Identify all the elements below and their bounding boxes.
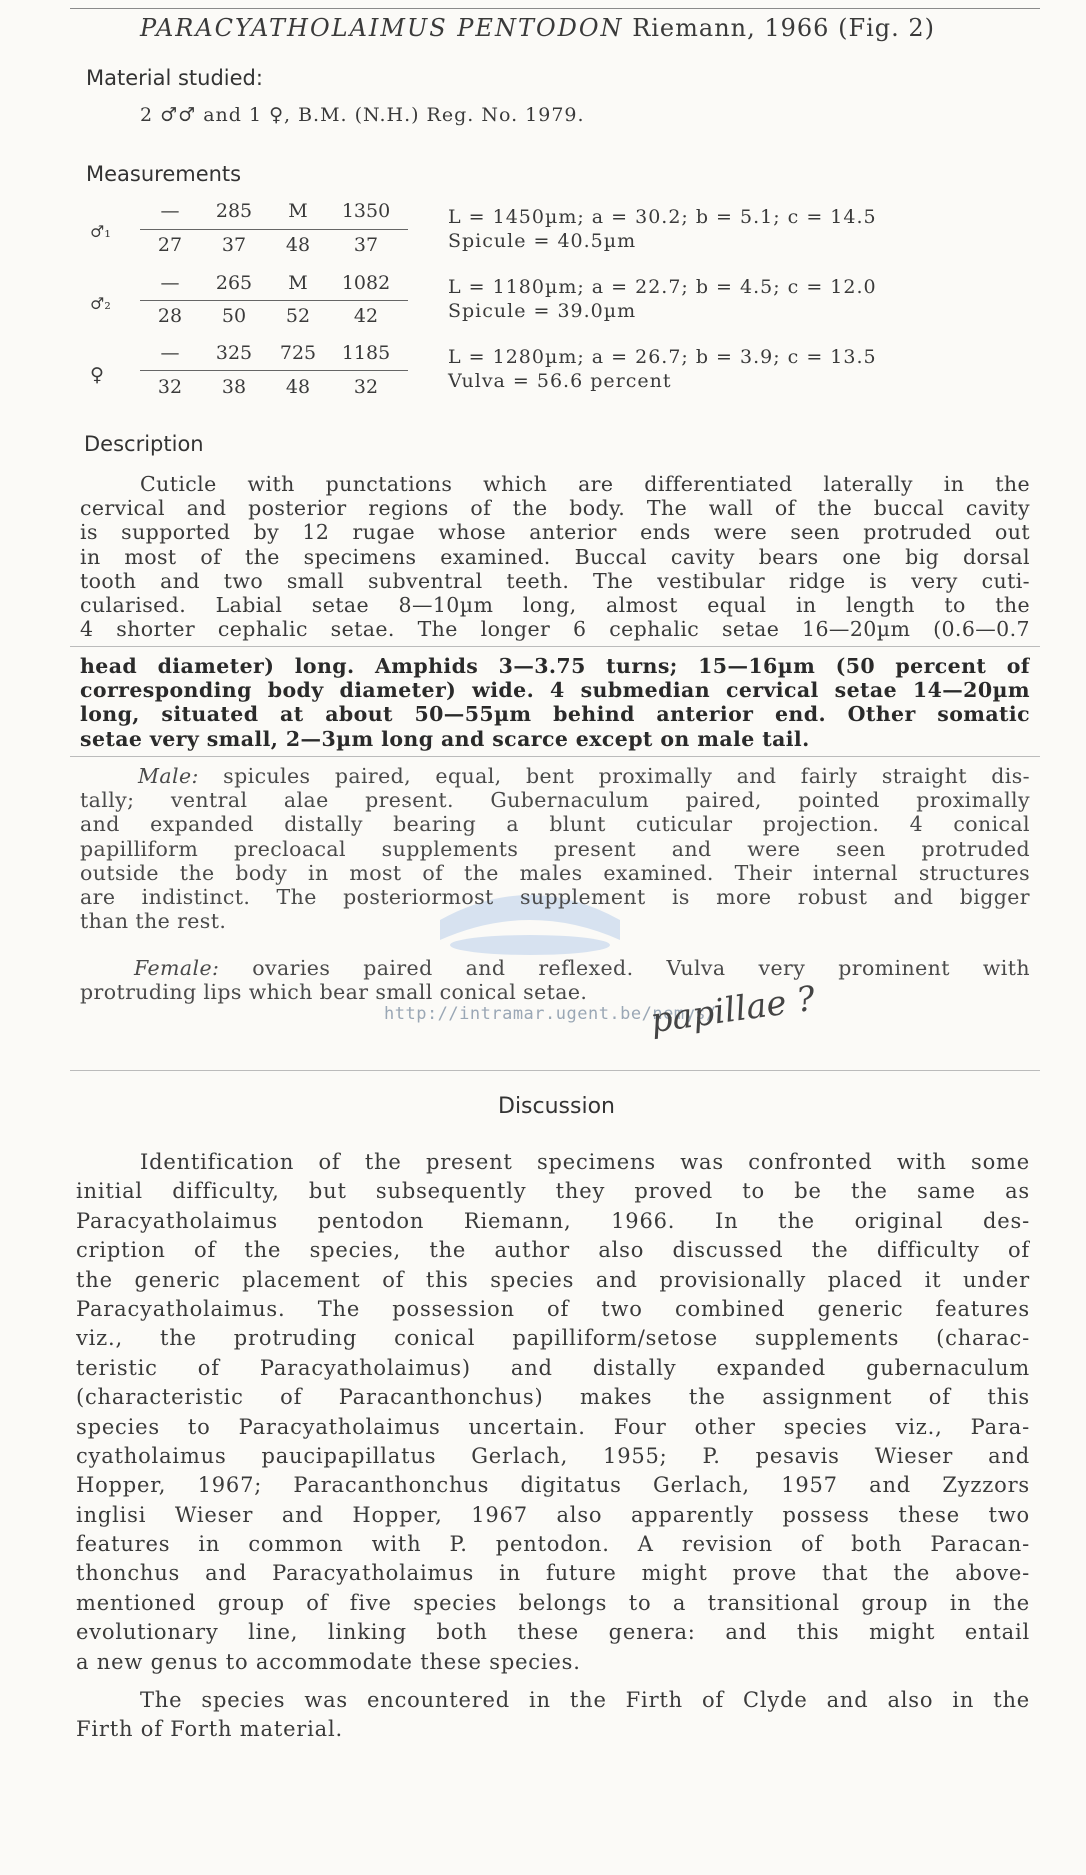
- value-cell: 265: [215, 272, 253, 294]
- text-line: evolutionary line, linking both these genera: and this might entail: [76, 1620, 1030, 1645]
- text-line: head diameter) long. Amphids 3—3.75 turns; 15—16µm (50 percent of: [80, 654, 1030, 678]
- fraction-line: [140, 229, 408, 230]
- female-paragraph: [80, 956, 1030, 1004]
- text-line: features in common with P. pentodon. A revision of both Paracan-: [76, 1532, 1030, 1557]
- value-cell: 285: [215, 200, 253, 222]
- text-line: (characteristic of Paracanthonchus) makes the assignment of this: [76, 1385, 1030, 1410]
- text-line: ovaries paired and reflexed. Vulva very prominent with: [252, 956, 1030, 980]
- material-text: 2 ♂♂ and 1 ♀, B.M. (N.H.) Reg. No. 1979.: [140, 104, 585, 126]
- text-line: Firth of Forth material.: [76, 1717, 343, 1742]
- text-line: 4 shorter cephalic setae. The longer 6 cephalic setae 16—20µm (0.6—0.7: [80, 617, 1030, 642]
- specimen-symbol: ♂₁: [90, 222, 111, 241]
- text-line: corresponding body diameter) wide. 4 submedian cervical setae 14—20µm: [80, 678, 1030, 703]
- specimen-symbol: ♂₂: [90, 294, 111, 313]
- text-line: Paracyatholaimus pentodon Riemann, 1966. In the original des-: [76, 1208, 1030, 1233]
- value-cell: 42: [353, 305, 379, 327]
- page-title: [140, 14, 935, 42]
- text-line: mentioned group of five species belongs to a transitional group in the: [76, 1590, 1030, 1615]
- discussion-paragraph-2: [76, 1686, 1030, 1745]
- section-rule: [70, 1070, 1040, 1071]
- text-line: thonchus and Paracyatholaimus in future might prove that the above-: [76, 1561, 1030, 1586]
- top-rule: [70, 8, 1040, 9]
- text-line: are indistinct. The posteriormost supplement is more robust and bigger: [80, 884, 1030, 909]
- text-line: cervical and posterior regions of the body. The wall of the buccal cavity: [80, 496, 1030, 521]
- material-heading: Material studied:: [86, 66, 263, 90]
- text-line: initial difficulty, but subsequently they proved to be the same as: [76, 1179, 1030, 1204]
- male-label: Male:: [138, 764, 199, 788]
- fraction-line: [140, 300, 408, 301]
- text-line: outside the body in most of the males examined. Their internal structures: [80, 860, 1030, 885]
- value-cell: 1350: [341, 200, 391, 222]
- measurement-bottom-values: [140, 376, 410, 400]
- measurement-top-values: [140, 272, 410, 296]
- text-line: protruding lips which bear small conical setae.: [80, 980, 588, 1005]
- text-line: cyatholaimus paucipapillatus Gerlach, 1955; P. pesavis Wieser and: [76, 1443, 1030, 1468]
- text-line: long, situated at about 50—55µm behind anterior end. Other somatic: [80, 702, 1030, 727]
- discussion-heading: Discussion: [498, 1094, 615, 1119]
- value-cell: 325: [215, 342, 253, 364]
- specimen-symbol: ♀: [90, 364, 104, 386]
- value-cell: 1082: [341, 272, 391, 294]
- species-name: PARACYATHOLAIMUS PENTODON: [140, 14, 624, 42]
- handwritten-annotation: papillae ?: [648, 978, 818, 1042]
- text-line: Paracyatholaimus. The possession of two combined generic features: [76, 1296, 1030, 1321]
- text-line: spicules paired, equal, bent proximally and fairly straight dis-: [223, 764, 1030, 788]
- spicule-line: Spicule = 39.0µm: [448, 300, 637, 322]
- section-rule: [70, 646, 1040, 647]
- text-line: the generic placement of this species and provisionally placed it under: [76, 1267, 1030, 1292]
- text-line: Cuticle with punctations which are differentiated laterally in the: [140, 472, 1030, 496]
- value-cell: M: [288, 200, 308, 222]
- ratio-line: L = 1180µm; a = 22.7; b = 4.5; c = 12.0: [448, 276, 877, 298]
- text-line: Identification of the present specimens was confronted with some: [140, 1150, 1030, 1174]
- value-cell: 27: [157, 234, 183, 256]
- discussion-paragraph: [76, 1148, 1030, 1677]
- measurements-heading: Measurements: [86, 162, 242, 186]
- description-paragraph: [80, 472, 1030, 641]
- value-cell: 28: [157, 305, 183, 327]
- male-paragraph: [80, 764, 1030, 933]
- text-line: is supported by 12 rugae whose anterior ends were seen protruded out: [80, 520, 1030, 545]
- description-heading: Description: [84, 432, 204, 456]
- measurement-bottom-values: [140, 305, 410, 329]
- ratio-line: L = 1450µm; a = 30.2; b = 5.1; c = 14.5: [448, 206, 877, 228]
- value-cell: 52: [285, 305, 311, 327]
- value-cell: 50: [221, 305, 247, 327]
- text-line: cularised. Labial setae 8—10µm long, almost equal in length to the: [80, 592, 1030, 617]
- spicule-line: Spicule = 40.5µm: [448, 230, 637, 252]
- value-cell: —: [160, 272, 180, 294]
- ratio-line: L = 1280µm; a = 26.7; b = 3.9; c = 13.5: [448, 346, 877, 368]
- text-line: teristic of Paracyatholaimus) and distally expanded gubernaculum: [76, 1355, 1030, 1380]
- watermark-url: http://intramar.ugent.be/nemys/: [384, 1004, 717, 1024]
- value-cell: 48: [285, 376, 311, 398]
- value-cell: 1185: [341, 342, 391, 364]
- text-line: and expanded distally bearing a blunt cuticular projection. 4 conical: [80, 812, 1030, 837]
- text-line: a new genus to accommodate these species.: [76, 1649, 581, 1674]
- value-cell: 725: [279, 342, 317, 364]
- value-cell: 37: [221, 234, 247, 256]
- text-line: than the rest.: [80, 909, 227, 934]
- species-authority: Riemann, 1966 (Fig. 2): [632, 14, 936, 42]
- value-cell: 37: [353, 234, 379, 256]
- text-line: inglisi Wieser and Hopper, 1967 also apparently possess these two: [76, 1502, 1030, 1527]
- value-cell: 32: [157, 376, 183, 398]
- section-rule: [70, 756, 1040, 757]
- value-cell: M: [288, 272, 308, 294]
- text-line: tally; ventral alae present. Gubernaculum paired, pointed proximally: [80, 788, 1030, 813]
- vulva-line: Vulva = 56.6 percent: [448, 370, 672, 392]
- text-line: viz., the protruding conical papilliform/setose supplements (charac-: [76, 1326, 1030, 1351]
- text-line: papilliform precloacal supplements present and were seen protruded: [80, 836, 1030, 861]
- value-cell: 32: [353, 376, 379, 398]
- description-continued: [80, 654, 1030, 751]
- text-line: Hopper, 1967; Paracanthonchus digitatus Gerlach, 1957 and Zyzzors: [76, 1473, 1030, 1498]
- value-cell: —: [160, 200, 180, 222]
- text-line: species to Paracyatholaimus uncertain. Four other species viz., Para-: [76, 1414, 1030, 1439]
- value-cell: —: [160, 342, 180, 364]
- value-cell: 48: [285, 234, 311, 256]
- value-cell: 38: [221, 376, 247, 398]
- text-line: in most of the specimens examined. Buccal cavity bears one big dorsal: [80, 544, 1030, 569]
- text-line: setae very small, 2—3µm long and scarce except on male tail.: [80, 726, 810, 751]
- text-line: The species was encountered in the Firth of Clyde and also in the: [140, 1688, 1030, 1712]
- female-label: Female:: [134, 956, 220, 980]
- fraction-line: [140, 370, 408, 371]
- measurement-bottom-values: [140, 234, 410, 258]
- text-line: tooth and two small subventral teeth. The vestibular ridge is very cuti-: [80, 568, 1030, 593]
- measurement-top-values: [140, 200, 410, 224]
- measurement-top-values: [140, 342, 410, 366]
- text-line: cription of the species, the author also discussed the difficulty of: [76, 1238, 1030, 1263]
